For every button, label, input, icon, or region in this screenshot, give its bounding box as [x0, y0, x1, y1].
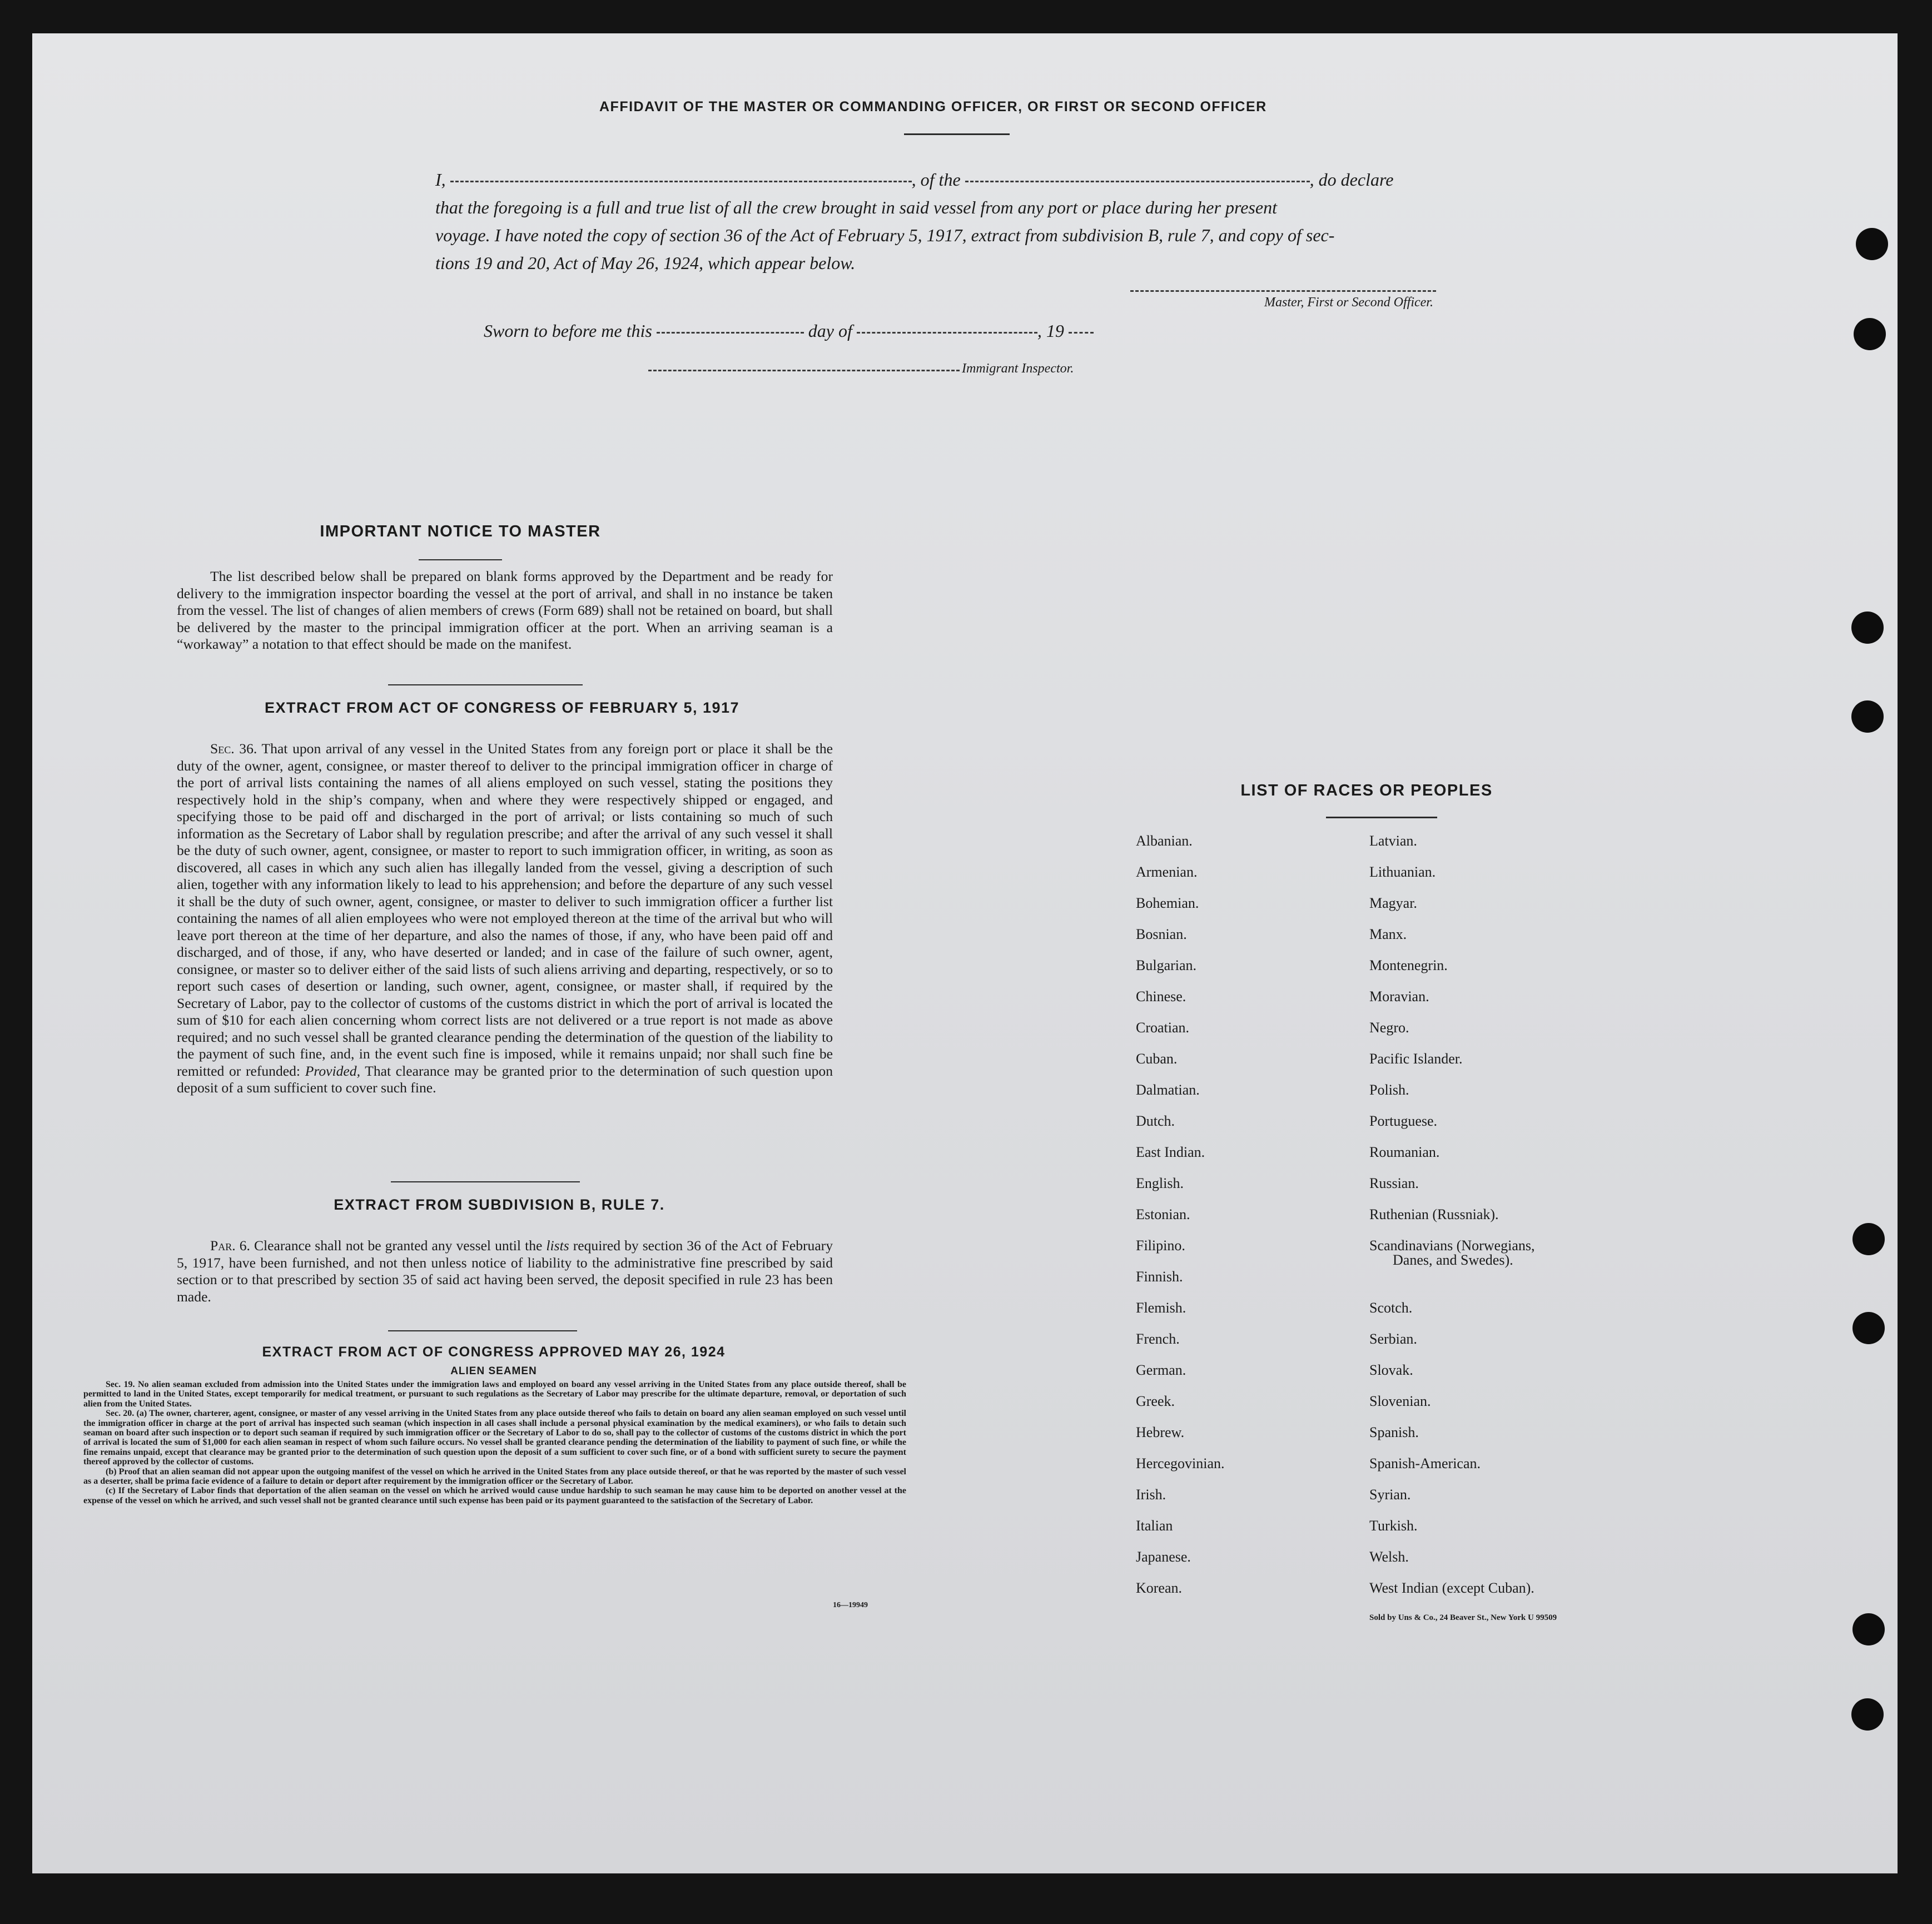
provided-label: Provided, — [305, 1062, 360, 1079]
form-number: 16—19949 — [833, 1601, 868, 1609]
signature-blank[interactable] — [1130, 290, 1436, 292]
declaration-do-declare: , do declare — [1309, 170, 1394, 190]
par-6-label: Par. 6. — [210, 1237, 250, 1254]
section-19-text: Sec. 19. No alien seaman excluded from admission into the United States under the immigration laws and employed on board any vessel arriving in the United States from any place outside thereof, shall be permitted to land in the United States, except temporarily for medical treatment, or pursuant to such regulations as the Secretary of Labor may prescribe for the ultimate departure, removal, or deportation of such alien from the United States. — [83, 1380, 906, 1409]
printer-imprint: Sold by Uns & Co., 24 Beaver St., New York U 99509 — [1369, 1613, 1557, 1622]
year-label: , 19 — [1037, 321, 1064, 341]
inspector-label: Immigrant Inspector. — [962, 361, 1074, 376]
inspector-line — [648, 361, 1149, 376]
section-36-text-end: That clearance may be granted prior to the determination of such question upon deposit of a sum sufficient to cover such fine. — [177, 1062, 833, 1096]
race-item: Chinese. — [1136, 988, 1186, 1005]
vessel-blank[interactable] — [965, 181, 1310, 182]
race-item: Manx. — [1369, 926, 1407, 942]
divider — [1326, 817, 1437, 818]
punch-hole — [1856, 228, 1888, 260]
year-blank[interactable] — [1069, 332, 1094, 334]
race-item: Bohemian. — [1136, 895, 1199, 911]
divider — [391, 1181, 580, 1182]
extract-1917-body — [177, 740, 833, 1097]
extract-1924-title: EXTRACT FROM ACT OF CONGRESS APPROVED MAY 26, 1924 — [262, 1344, 726, 1360]
declaration-line-3: voyage. I have noted the copy of section 36 of the Act of February 5, 1917, extract from subdivision B, rule 7, and copy of sec- — [435, 225, 1335, 245]
race-item: Magyar. — [1369, 895, 1417, 911]
inspector-blank[interactable] — [648, 370, 960, 371]
race-item: Danes, and Swedes). — [1393, 1252, 1513, 1268]
race-item: Spanish-American. — [1369, 1455, 1481, 1471]
section-36-label: Sec. 36. — [210, 740, 257, 757]
alien-seamen-subtitle: ALIEN SEAMEN — [450, 1365, 537, 1377]
races-title: LIST OF RACES OR PEOPLES — [1240, 782, 1493, 799]
race-item: Japanese. — [1136, 1549, 1191, 1565]
punch-hole — [1851, 700, 1884, 733]
race-item: German. — [1136, 1362, 1186, 1378]
race-item: Bulgarian. — [1136, 957, 1197, 973]
races-left-column — [1136, 834, 1225, 1612]
race-item: Hercegovinian. — [1136, 1455, 1225, 1471]
lists-word: lists — [546, 1237, 569, 1254]
declaration-of-the: , of the — [911, 170, 961, 190]
sworn-label: Sworn to before me this — [484, 321, 652, 341]
punch-hole — [1852, 1223, 1885, 1255]
race-item: Estonian. — [1136, 1206, 1190, 1222]
divider — [419, 559, 502, 560]
divider — [388, 1330, 577, 1331]
race-item: Scandinavians (Norwegians, — [1369, 1237, 1535, 1254]
notice-body: The list described below shall be prepared on blank forms approved by the Department and be ready for delivery to the immigration inspector boarding the vessel at the port of arrival, and shall in no instance be taken from the vessel. The list of changes of alien members of crews (Form 689) shall not be retained on board, but shall be delivered by the master to the principal immigration officer at the port. When an arriving seaman is a “workaway” a notation to that effect should be made on the manifest. — [177, 568, 833, 652]
notice-title: IMPORTANT NOTICE TO MASTER — [320, 523, 601, 540]
race-item: Slovenian. — [1369, 1393, 1431, 1409]
race-item: Hebrew. — [1136, 1424, 1185, 1440]
punch-hole — [1851, 1698, 1884, 1731]
race-item: Welsh. — [1369, 1549, 1409, 1565]
day-blank[interactable] — [657, 332, 804, 334]
punch-hole — [1854, 318, 1886, 350]
race-item: Spanish. — [1369, 1424, 1419, 1440]
extract-1917-title: EXTRACT FROM ACT OF CONGRESS OF FEBRUARY 5, 1917 — [264, 699, 740, 716]
race-item: Cuban. — [1136, 1051, 1178, 1067]
affidavit-title: AFFIDAVIT OF THE MASTER OR COMMANDING OFFICER, OR FIRST OR SECOND OFFICER — [599, 99, 1267, 115]
par-6-text-b: required by section 36 of the Act of February 5, 1917, have been furnished, and not then unless notice of liability to the administrative fine prescribed by said section or to that prescribed by section 35 of said act having been served, the deposit specified in rule 23 has been made. — [177, 1237, 833, 1305]
divider — [904, 133, 1010, 135]
race-item: West Indian (except Cuban). — [1369, 1580, 1534, 1596]
signature-block — [1130, 290, 1464, 310]
race-item: Turkish. — [1369, 1518, 1418, 1534]
race-item: Slovak. — [1369, 1362, 1413, 1378]
race-item: Russian. — [1369, 1175, 1419, 1191]
races-right-column — [1369, 834, 1534, 1612]
race-item: Pacific Islander. — [1369, 1051, 1463, 1067]
extract-1924-body — [83, 1380, 906, 1505]
extract-rule7-body — [177, 1237, 833, 1305]
race-item: Roumanian. — [1369, 1144, 1440, 1160]
race-item: Albanian. — [1136, 833, 1193, 849]
race-item: Bosnian. — [1136, 926, 1187, 942]
race-item: Polish. — [1369, 1082, 1409, 1098]
race-item: Lithuanian. — [1369, 864, 1436, 880]
race-item: Syrian. — [1369, 1486, 1411, 1503]
race-item: Korean. — [1136, 1580, 1183, 1596]
section-20c-text: (c) If the Secretary of Labor finds that deportation of the alien seaman on the vessel on which he arrived would cause undue hardship to such seaman he may cause him to be deported on another vessel at the expense of the vessel on which he arrived, and such vessel shall not be granted clearance until such expense has been paid or its payment guaranteed to the satisfaction of the Secretary of Labor. — [83, 1486, 906, 1505]
race-item: Filipino. — [1136, 1237, 1185, 1254]
race-item: Flemish. — [1136, 1300, 1186, 1316]
day-of-label: day of — [808, 321, 852, 341]
race-item: Italian — [1136, 1518, 1173, 1534]
punch-hole — [1851, 611, 1884, 644]
race-item: Scotch. — [1369, 1300, 1413, 1316]
race-item: East Indian. — [1136, 1144, 1205, 1160]
race-item: Irish. — [1136, 1486, 1166, 1503]
race-item: French. — [1136, 1331, 1180, 1347]
section-20b-text: (b) Proof that an alien seaman did not appear upon the outgoing manifest of the vessel on which he arrived in the United States from any place outside thereof, or that he was reported by the master of such vessel as a deserter, shall be prima facie evidence of a failure to detain or deport after requirement by the immigration officer or the Secretary of Labor. — [83, 1466, 906, 1486]
race-item: Ruthenian (Russniak). — [1369, 1206, 1499, 1222]
race-item: Serbian. — [1369, 1331, 1417, 1347]
race-item: Dutch. — [1136, 1113, 1175, 1129]
race-item: Greek. — [1136, 1393, 1175, 1409]
punch-hole — [1852, 1312, 1885, 1344]
signature-label: Master, First or Second Officer. — [1264, 295, 1433, 310]
section-20a-text: Sec. 20. (a) The owner, charterer, agent, consignee, or master of any vessel arriving in the United States from any place outside thereof who fails to detain on board any alien seaman employed on such vessel until the immigration officer in charge at the port of arrival has inspected such seaman (which inspection in all cases shall include a personal physical examination by the medical examiners), or who fails to detain such seaman on board after such inspection or to deport such seaman if required by such immigration officer or the Secretary of Labor to do so, shall pay to the collector of customs of the customs district in which the port of arrival is located the sum of $1,000 for each alien seaman in respect of whom such failure occurs. No vessel shall be granted clearance pending the determination of the liability to payment of such fine, or while the fine remains unpaid, except that clearance may be granted prior to the determination of such question upon the deposit of a sum sufficient to cover such fine, or of a bond with sufficient surety to secure the payment thereof approved by the collector of customs. — [83, 1409, 906, 1467]
sworn-line — [484, 317, 1206, 345]
race-item: Armenian. — [1136, 864, 1198, 880]
par-6-text-a: Clearance shall not be granted any vessel until the — [254, 1237, 543, 1254]
extract-rule7-title: EXTRACT FROM SUBDIVISION B, RULE 7. — [334, 1196, 665, 1213]
race-item: English. — [1136, 1175, 1184, 1191]
punch-hole — [1852, 1613, 1885, 1645]
race-item: Montenegrin. — [1369, 957, 1448, 973]
declaration-line-1 — [435, 166, 1503, 193]
declaration-line-2: that the foregoing is a full and true list of all the crew brought in said vessel from any port or place during her present — [435, 197, 1277, 217]
divider — [388, 684, 583, 685]
declaration-i: I, — [435, 170, 446, 190]
race-item: Moravian. — [1369, 988, 1429, 1005]
name-blank[interactable] — [450, 181, 912, 182]
race-item: Latvian. — [1369, 833, 1417, 849]
form-sheet — [32, 33, 1898, 1873]
race-item: Negro. — [1369, 1020, 1409, 1036]
month-blank[interactable] — [857, 332, 1037, 334]
race-item: Portuguese. — [1369, 1113, 1438, 1129]
section-36-text: That upon arrival of any vessel in the United States from any foreign port or place it shall be the duty of the owner, agent, consignee, or master thereof to deliver to the principal immigration officer in charge of the port of arrival lists containing the names of all aliens employed on such vessel, stating the positions they respectively hold in the ship’s company, when and where they were respectively shipped or engaged, and specifying those to be paid off and discharged in the port of arrival; or lists containing so much of such information as the Secretary of Labor shall by regulation prescribe; and after the arrival of any such vessel it shall be the duty of such owner, agent, consignee, or master to report to such immigration officer, in writing, as soon as discovered, all cases in which any such alien has illegally landed from the vessel, giving a description of such alien, together with any information likely to lead to his apprehension; and before the departure of any such vessel it shall be the duty of such owner, agent, consignee, or master to deliver to such immigration officer a further list containing the names of all alien employees who were not employed thereon at the time of the arrival but who will leave port thereon at the time of her departure, and also the names of those, if any, who have been paid off and discharged, and of those, if any, who have deserted or landed; and in case of the failure of such owner, agent, consignee, or master so to deliver either of the said lists of such aliens arriving and departing, respectively, or so to report such cases of desertion or landing, such owner, agent, consignee, or master shall, if required by the Secretary of Labor, pay to the collector of customs of the customs district in which the port of arrival is located the sum of $10 for each alien concerning whom correct lists are not delivered or a true report is not made as above required; and no such vessel shall be granted clearance pending the determination of the question of the liability to the payment of such fine, and, in the event such fine is imposed, while it remains unpaid; nor shall such fine be remitted or refunded: — [177, 740, 833, 1079]
race-item: Finnish. — [1136, 1269, 1183, 1285]
race-item: Dalmatian. — [1136, 1082, 1200, 1098]
declaration-line-4: tions 19 and 20, Act of May 26, 1924, which appear below. — [435, 253, 856, 273]
race-item: Croatian. — [1136, 1020, 1190, 1036]
